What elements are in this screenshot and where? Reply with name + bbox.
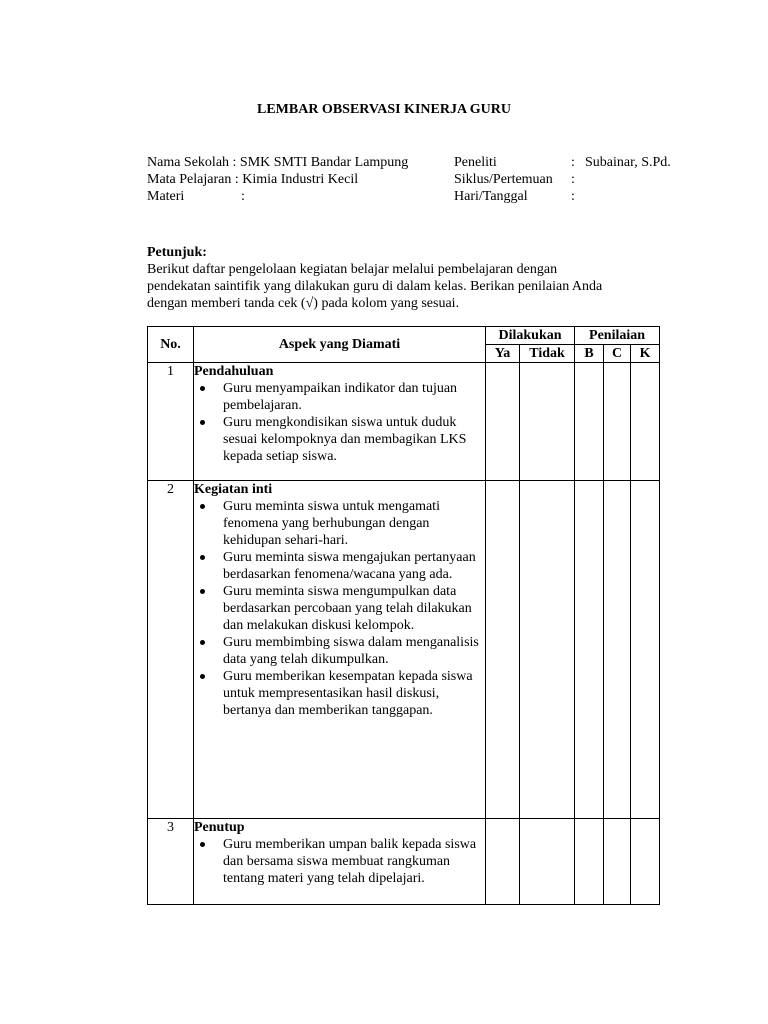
checkbox-cell-c[interactable] xyxy=(604,363,631,481)
instructions-line: pendekatan saintifik yang dilakukan guru di dalam kelas. Berikan penilaian Anda xyxy=(147,279,603,294)
checkbox-cell-ya[interactable] xyxy=(486,363,520,481)
checkbox-cell-tidak[interactable] xyxy=(520,363,575,481)
info-value: Subainar, S.Pd. xyxy=(585,155,671,170)
list-item: Guru memberikan kesempatan kepada siswa untuk mempresentasikan hasil diskusi, bertanya dan memberikan tanggapan. xyxy=(194,668,485,719)
list-item: Guru memberikan umpan balik kepada siswa dan bersama siswa membuat rangkuman tentang materi yang telah dipelajari. xyxy=(194,836,485,887)
info-researcher xyxy=(454,154,671,171)
observation-table xyxy=(147,326,660,905)
aspect-list xyxy=(194,498,485,719)
info-key: Materi xyxy=(147,189,185,204)
aspect-cell xyxy=(194,363,486,481)
checkbox-cell-ya[interactable] xyxy=(486,481,520,819)
checkbox-cell-k[interactable] xyxy=(631,481,660,819)
aspect-list xyxy=(194,836,485,887)
info-colon: : xyxy=(571,189,575,204)
header-dilakukan: Dilakukan xyxy=(486,327,575,345)
list-item: Guru meminta siswa untuk mengamati fenomena yang berhubungan dengan kehidupan sehari-hari. xyxy=(194,498,485,549)
list-item: Guru mengkondisikan siswa untuk duduk sesuai kelompoknya dan membagikan LKS kepada setiap siswa. xyxy=(194,414,485,465)
info-key: Nama Sekolah xyxy=(147,155,230,170)
checkbox-cell-c[interactable] xyxy=(604,481,631,819)
info-value: Kimia Industri Kecil xyxy=(242,172,359,187)
info-value: SMK SMTI Bandar Lampung xyxy=(239,155,409,170)
section-title: Penutup xyxy=(194,820,245,835)
list-item: Guru meminta siswa mengajukan pertanyaan berdasarkan fenomena/wacana yang ada. xyxy=(194,549,485,583)
header-penilaian: Penilaian xyxy=(575,327,660,345)
info-key: Mata Pelajaran xyxy=(147,172,232,187)
checkbox-cell-tidak[interactable] xyxy=(520,819,575,905)
info-value xyxy=(581,171,585,188)
info-colon: : xyxy=(229,155,240,170)
info-subject xyxy=(147,171,454,188)
aspect-cell xyxy=(194,819,486,905)
info-row xyxy=(147,188,707,205)
info-school xyxy=(147,154,454,171)
aspect-cell xyxy=(194,481,486,819)
aspect-list xyxy=(194,380,485,465)
checkbox-cell-b[interactable] xyxy=(575,363,604,481)
instructions xyxy=(147,244,667,312)
checkbox-cell-tidak[interactable] xyxy=(520,481,575,819)
header-c: C xyxy=(604,345,631,363)
checkbox-cell-b[interactable] xyxy=(575,819,604,905)
header-aspek: Aspek yang Diamati xyxy=(194,327,486,363)
header-no: No. xyxy=(148,327,194,363)
checkbox-cell-c[interactable] xyxy=(604,819,631,905)
info-colon: : xyxy=(571,172,575,187)
info-key: Peneliti xyxy=(454,155,497,170)
info-colon: : xyxy=(241,189,245,204)
info-block xyxy=(147,154,707,205)
info-row xyxy=(147,154,707,171)
info-value xyxy=(581,188,585,205)
section-title: Kegiatan inti xyxy=(194,482,273,497)
instructions-heading: Petunjuk: xyxy=(147,245,207,260)
header-b: B xyxy=(575,345,604,363)
info-colon: : xyxy=(231,172,243,187)
row-number: 1 xyxy=(148,363,194,481)
checkbox-cell-k[interactable] xyxy=(631,363,660,481)
info-row xyxy=(147,171,707,188)
instructions-line: Berikut daftar pengelolaan kegiatan belajar melalui pembelajaran dengan xyxy=(147,262,558,277)
header-k: K xyxy=(631,345,660,363)
table-row xyxy=(148,481,660,819)
table-row xyxy=(148,819,660,905)
row-number: 3 xyxy=(148,819,194,905)
section-title: Pendahuluan xyxy=(194,364,274,379)
list-item: Guru meminta siswa mengumpulkan data berdasarkan percobaan yang telah dilakukan dan melakukan diskusi kelompok. xyxy=(194,583,485,634)
info-key: Hari/Tanggal xyxy=(454,189,528,204)
info-date xyxy=(454,188,585,205)
table-row xyxy=(148,363,660,481)
row-number: 2 xyxy=(148,481,194,819)
document-title: LEMBAR OBSERVASI KINERJA GURU xyxy=(256,102,512,117)
info-key: Siklus/Pertemuan xyxy=(454,172,553,187)
info-cycle xyxy=(454,171,585,188)
info-material xyxy=(147,188,454,205)
list-item: Guru menyampaikan indikator dan tujuan pembelajaran. xyxy=(194,380,485,414)
info-colon: : xyxy=(571,155,575,170)
checkbox-cell-ya[interactable] xyxy=(486,819,520,905)
checkbox-cell-b[interactable] xyxy=(575,481,604,819)
header-tidak: Tidak xyxy=(520,345,575,363)
instructions-line: dengan memberi tanda cek (√) pada kolom yang sesuai. xyxy=(147,296,460,311)
header-ya: Ya xyxy=(486,345,520,363)
checkbox-cell-k[interactable] xyxy=(631,819,660,905)
list-item: Guru membimbing siswa dalam menganalisis data yang telah dikumpulkan. xyxy=(194,634,485,668)
